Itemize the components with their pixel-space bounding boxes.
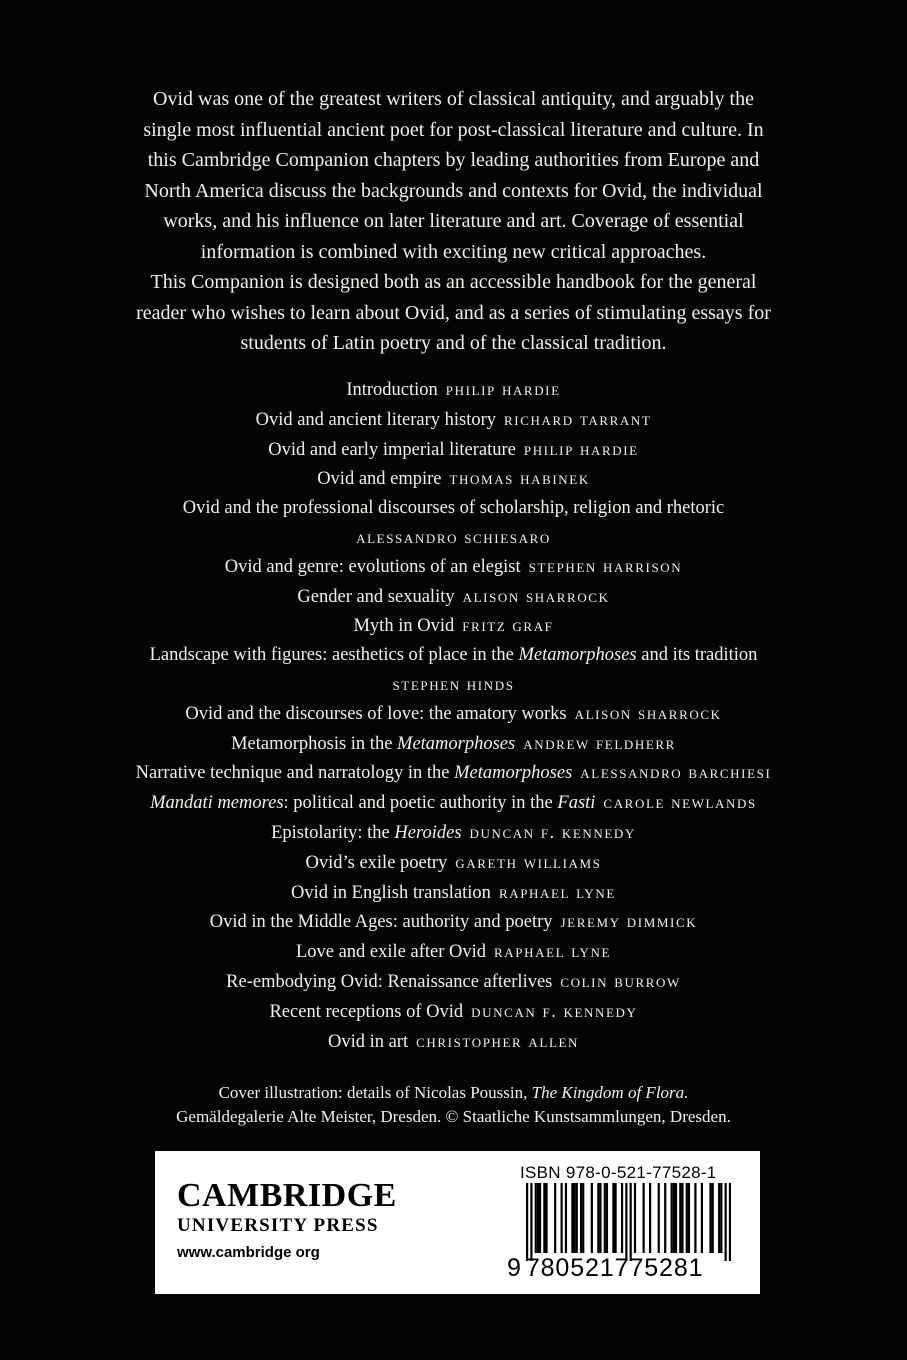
contents-entry: [40, 758, 867, 788]
barcode-bar: [688, 1183, 690, 1253]
barcode-bar: [718, 1183, 720, 1253]
barcode-bar: [701, 1183, 703, 1253]
contents-entry: [40, 611, 867, 641]
blurb-line: Ovid was one of the greatest writers of classical antiquity, and arguably the: [153, 88, 754, 110]
chapter-title: Ovid and the professional discourses of scholarship, religion and rhetoric: [182, 498, 725, 519]
barcode: [526, 1183, 731, 1261]
barcode-bar: [709, 1183, 711, 1253]
chapter-title: Ovid’s exile poetry: [305, 852, 448, 873]
barcode-bar: [535, 1183, 537, 1253]
barcode-bar: [580, 1183, 582, 1253]
barcode-bar: [561, 1183, 563, 1253]
barcode-bar: [554, 1183, 556, 1253]
title-italic: Fasti: [557, 793, 596, 814]
chapter-title: Ovid and early imperial literature: [268, 439, 516, 460]
chapter-author: philip hardie: [523, 438, 639, 459]
contents-list: [40, 375, 867, 1056]
barcode-bar: [681, 1183, 683, 1253]
publisher-box: [155, 1151, 760, 1294]
barcode-bar: [612, 1183, 614, 1253]
barcode-bar: [694, 1183, 696, 1253]
barcode-bar: [664, 1183, 666, 1253]
blurb-line: students of Latin poetry and of the classical tradition.: [240, 332, 667, 354]
barcode-bar: [649, 1183, 651, 1253]
title-italic: Mandati memores: [150, 793, 284, 814]
barcode-bar: [537, 1183, 539, 1253]
contents-entry: [40, 494, 867, 552]
chapter-title: Ovid in the Middle Ages: authority and poetry: [209, 912, 553, 933]
contents-entry: [40, 699, 867, 729]
barcode-main-digits: 780521775281: [525, 1254, 704, 1282]
barcode-bar: [591, 1183, 593, 1253]
barcode-bar: [675, 1183, 677, 1253]
chapter-title: Ovid and genre: evolutions of an elegist: [224, 556, 521, 577]
title-text: Metamorphosis in the: [231, 733, 398, 754]
contents-entry: [40, 997, 867, 1027]
barcode-bar: [573, 1183, 575, 1253]
barcode-bar: [671, 1183, 673, 1253]
chapter-author: alessandro barchiesi: [580, 762, 772, 783]
chapter-author: philip hardie: [445, 379, 561, 399]
contents-entry: [40, 729, 867, 759]
barcode-bar: [539, 1183, 541, 1253]
title-italic: Metamorphoses: [454, 763, 573, 784]
barcode-bar: [621, 1183, 623, 1253]
blurb-line: North America discuss the backgrounds and contexts for Ovid, the individual: [144, 179, 763, 202]
chapter-author: thomas habinek: [449, 468, 590, 489]
contents-entry: [40, 788, 867, 818]
chapter-title: [271, 823, 461, 843]
chapter-author: carole newlands: [603, 792, 757, 813]
chapter-author: duncan f. kennedy: [471, 1000, 638, 1021]
chapter-author: gareth williams: [455, 851, 602, 872]
chapter-author: stephen hinds: [392, 673, 515, 694]
publisher-press: UNIVERSITY PRESS: [177, 1215, 379, 1236]
chapter-title: Ovid and the discourses of love: the amatory works: [185, 703, 567, 724]
chapter-author: duncan f. kennedy: [469, 821, 636, 842]
contents-entry: [40, 878, 867, 908]
chapter-author: stephen harrison: [528, 555, 683, 576]
contents-entry: [40, 818, 867, 848]
barcode-bar: [606, 1183, 608, 1253]
cover-credit: [60, 1081, 847, 1128]
blurb-line: this Cambridge Companion chapters by leading authorities from Europe and: [147, 149, 760, 171]
publisher-logo: [177, 1179, 397, 1263]
barcode-bar: [625, 1183, 627, 1261]
barcode-bar: [673, 1183, 675, 1253]
chapter-title: Ovid in art: [327, 1031, 409, 1052]
blurb-line: works, and his influence on later literature and art. Coverage of essential: [163, 210, 744, 232]
publisher-name: CAMBRIDGE: [177, 1177, 397, 1214]
chapter-author: alison sharrock: [574, 702, 722, 723]
contents-entry: [40, 375, 867, 405]
barcode-bar: [565, 1183, 567, 1253]
title-italic: Metamorphoses: [518, 645, 637, 666]
chapter-title: [150, 645, 758, 665]
barcode-bar: [526, 1183, 528, 1261]
credit-text: Cover illustration: details of Nicolas Poussin,: [218, 1083, 532, 1102]
chapter-title: Gender and sexuality: [297, 586, 455, 607]
barcode-bar: [686, 1183, 688, 1253]
contents-entry: [40, 435, 867, 465]
chapter-title: Introduction: [346, 380, 438, 400]
barcode-bar: [679, 1183, 681, 1253]
chapter-title: [231, 734, 515, 754]
chapter-title: Ovid and empire: [317, 469, 442, 490]
barcode-bar: [634, 1183, 636, 1253]
painting-title: The Kingdom of Flora.: [531, 1083, 689, 1102]
contents-entry: [40, 967, 867, 997]
barcode-bar: [614, 1183, 616, 1253]
blurb-line: single most influential ancient poet for post-classical literature and culture. In: [143, 118, 764, 141]
chapter-author: andrew feldherr: [523, 732, 676, 753]
blurb-line: This Companion is designed both as an accessible handbook for the general: [150, 271, 757, 293]
chapter-title: Ovid and ancient literary history: [255, 409, 497, 430]
chapter-title: Myth in Ovid: [353, 616, 455, 637]
chapter-author: alessandro schiesaro: [356, 526, 551, 547]
chapter-author: christopher allen: [416, 1030, 580, 1051]
barcode-bar: [729, 1183, 731, 1261]
barcode-bar: [576, 1183, 578, 1253]
contents-entry: [40, 582, 867, 612]
barcode-bar: [599, 1183, 601, 1253]
barcode-bar: [597, 1183, 599, 1253]
chapter-author: richard tarrant: [504, 408, 652, 429]
isbn-label: ISBN 978-0-521-77528-1: [520, 1163, 717, 1182]
title-text: and its tradition: [636, 645, 758, 666]
chapter-title: Recent receptions of Ovid: [269, 1001, 464, 1022]
publisher-url: www.cambridge org: [177, 1244, 320, 1261]
chapter-author: raphael lyne: [498, 881, 616, 902]
blurb-line: reader who wishes to learn about Ovid, and as a series of stimulating essays for: [136, 301, 771, 324]
chapter-author: colin burrow: [560, 970, 681, 991]
title-text: Narrative technique and narratology in the: [135, 763, 455, 784]
blurb: [60, 84, 847, 359]
chapter-title: [136, 763, 573, 783]
barcode-bar: [720, 1183, 722, 1253]
barcode-bar: [630, 1183, 632, 1261]
barcode-bar: [712, 1183, 714, 1253]
barcode-bar: [545, 1183, 547, 1253]
barcode-bar: [725, 1183, 727, 1261]
contents-entry: [40, 937, 867, 967]
credit-line: [60, 1081, 847, 1105]
contents-entry: [40, 405, 867, 435]
contents-entry: [40, 848, 867, 878]
contents-entry: [40, 1027, 867, 1057]
chapter-author: jeremy dimmick: [560, 911, 698, 932]
barcode-bar: [643, 1183, 645, 1253]
chapter-author: raphael lyne: [494, 941, 612, 962]
blurb-line: information is combined with exciting new critical approaches.: [200, 240, 707, 263]
barcode-first-digit: 9: [507, 1254, 522, 1282]
barcode-bar: [543, 1183, 545, 1253]
contents-entry: [40, 464, 867, 494]
chapter-title: Ovid in English translation: [291, 882, 491, 903]
contents-entry: [40, 907, 867, 937]
title-italic: Metamorphoses: [397, 733, 516, 754]
chapter-title: Re-embodying Ovid: Renaissance afterlives: [226, 971, 553, 992]
chapter-author: fritz graf: [462, 615, 554, 636]
barcode-digits: [507, 1254, 703, 1283]
barcode-bar: [571, 1183, 573, 1253]
contents-entry: [40, 552, 867, 582]
chapter-author: alison sharrock: [462, 585, 610, 606]
credit-line: Gemäldegalerie Alte Meister, Dresden. © Staatliche Kunstsammlungen, Dresden.: [176, 1106, 731, 1126]
chapter-title: Love and exile after Ovid: [295, 942, 487, 963]
barcode-bar: [604, 1183, 606, 1253]
barcode-bar: [582, 1183, 584, 1253]
title-text: Landscape with figures: aesthetics of place in the: [149, 645, 519, 666]
title-text: Epistolarity: the: [271, 822, 395, 843]
barcode-bar: [658, 1183, 660, 1253]
barcode-bar: [530, 1183, 532, 1261]
title-text: : political and poetic authority in the: [283, 793, 558, 814]
title-italic: Heroides: [394, 822, 462, 843]
contents-entry: [40, 641, 867, 699]
chapter-title: [150, 793, 595, 813]
